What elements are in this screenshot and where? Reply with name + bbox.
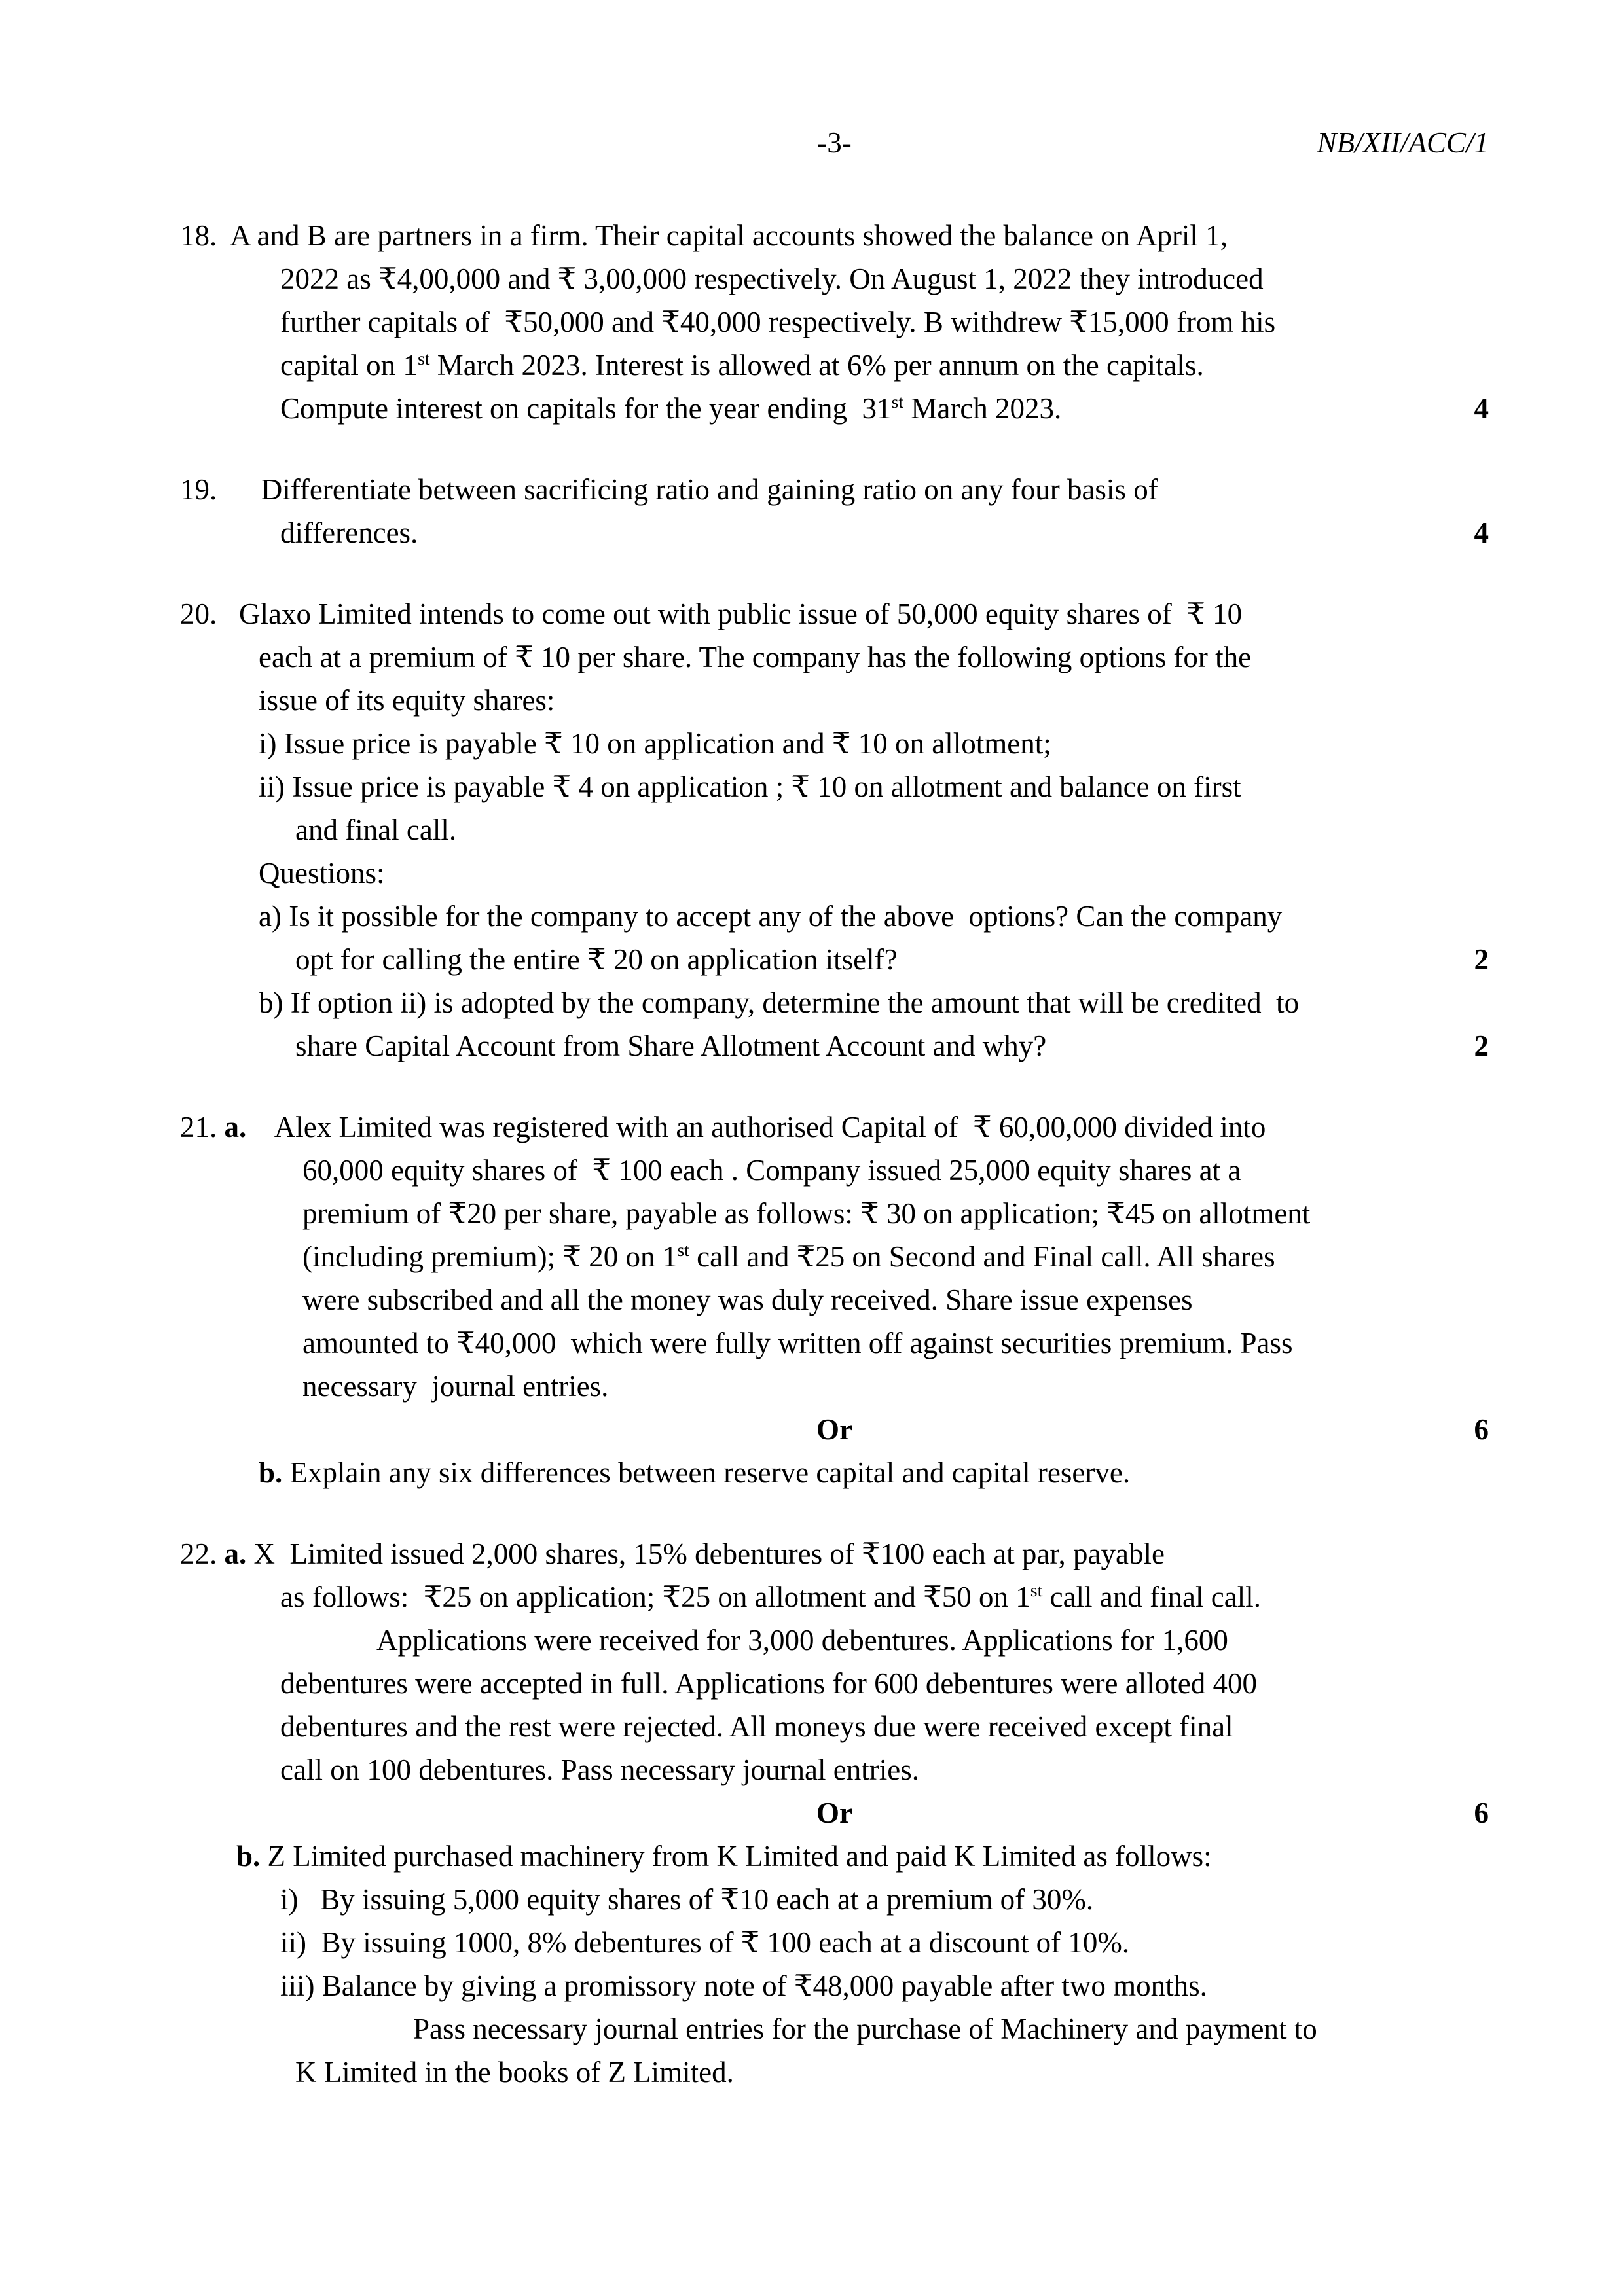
text-line	[180, 300, 1489, 344]
text-line	[180, 1235, 1489, 1278]
marks-value: 2	[1474, 1030, 1489, 1062]
text-run: call and final call.	[1042, 1581, 1261, 1613]
text-run: differences.	[280, 516, 418, 549]
text-line	[180, 257, 1489, 300]
text-run: debentures were accepted in full. Applications for 600 debentures were alloted 400	[280, 1667, 1257, 1700]
question-list	[180, 214, 1489, 2094]
text-run: Applications were received for 3,000 debentures. Applications for 1,600	[376, 1624, 1228, 1657]
page-number: -3-	[817, 126, 852, 159]
text-line	[180, 1149, 1489, 1192]
text-line	[180, 1408, 1489, 1451]
text-line	[180, 1791, 1489, 1835]
text-run: iii) Balance by giving a promissory note of ₹48,000 payable after two months.	[280, 1969, 1207, 2002]
text-line	[180, 1321, 1489, 1365]
text-line	[180, 511, 1489, 554]
text-run: call on 100 debentures. Pass necessary journal entries.	[280, 1753, 919, 1786]
text-run: Or	[816, 1797, 852, 1829]
marks-value: 4	[1474, 516, 1489, 549]
text-run: i) By issuing 5,000 equity shares of ₹10 each at a premium of 30%.	[280, 1883, 1094, 1916]
text-run: premium of ₹20 per share, payable as follows: ₹ 30 on application; ₹45 on allotment	[302, 1197, 1311, 1230]
text-run: Or	[816, 1413, 852, 1446]
marks-value: 6	[1474, 1797, 1489, 1829]
text-line	[180, 679, 1489, 722]
text-line	[180, 1532, 1489, 1575]
text-run: amounted to ₹40,000 which were fully written off against securities premium. Pass	[302, 1327, 1293, 1359]
text-line	[180, 1662, 1489, 1705]
question-19	[180, 468, 1489, 554]
text-line	[180, 765, 1489, 808]
text-line	[180, 468, 1489, 511]
marks-value: 6	[1474, 1413, 1489, 1446]
text-line	[180, 895, 1489, 938]
text-run: Alex Limited was registered with an authorised Capital of ₹ 60,00,000 divided into	[246, 1111, 1266, 1143]
text-run: K Limited in the books of Z Limited.	[295, 2056, 734, 2089]
text-line	[180, 1748, 1489, 1791]
superscript-run: st	[677, 1240, 689, 1261]
text-run: b.	[259, 1456, 283, 1489]
text-line	[180, 344, 1489, 387]
text-line	[180, 938, 1489, 981]
text-run: Z Limited purchased machinery from K Limited and paid K Limited as follows:	[260, 1840, 1212, 1873]
text-run: opt for calling the entire ₹ 20 on application itself?	[295, 943, 898, 976]
superscript-run: st	[1030, 1581, 1043, 1601]
text-line	[180, 636, 1489, 679]
text-run: debentures and the rest were rejected. All moneys due were received except final	[280, 1710, 1233, 1743]
text-run: capital on 1	[280, 349, 418, 382]
question-18	[180, 214, 1489, 430]
text-run: a.	[224, 1537, 247, 1570]
text-line	[180, 1878, 1489, 1921]
text-run: Compute interest on capitals for the year ending 31	[280, 392, 892, 425]
text-line	[180, 1964, 1489, 2007]
text-run: 21.	[180, 1111, 225, 1143]
text-line	[180, 1278, 1489, 1321]
text-run: Pass necessary journal entries for the purchase of Machinery and payment to	[413, 2013, 1317, 2045]
text-run: Questions:	[259, 857, 385, 889]
text-run: (including premium); ₹ 20 on 1	[302, 1240, 678, 1273]
text-line	[180, 1575, 1489, 1619]
marks-value: 2	[1474, 943, 1489, 976]
text-run: as follows: ₹25 on application; ₹25 on allotment and ₹50 on 1	[280, 1581, 1030, 1613]
text-run: i) Issue price is payable ₹ 10 on application and ₹ 10 on allotment;	[259, 727, 1051, 760]
text-line	[180, 1921, 1489, 1964]
marks-value: 4	[1474, 392, 1489, 425]
text-run: March 2023.	[903, 392, 1062, 425]
text-line	[180, 981, 1489, 1024]
text-line	[180, 1105, 1489, 1149]
text-run: each at a premium of ₹ 10 per share. The company has the following options for the	[259, 641, 1252, 673]
text-run: further capitals of ₹50,000 and ₹40,000 respectively. B withdrew ₹15,000 from his	[280, 306, 1276, 338]
text-run: b.	[236, 1840, 261, 1873]
text-line	[180, 1365, 1489, 1408]
text-run: X Limited issued 2,000 shares, 15% debentures of ₹100 each at par, payable	[246, 1537, 1165, 1570]
text-run: 20. Glaxo Limited intends to come out with public issue of 50,000 equity shares of ₹ 10	[180, 598, 1243, 630]
text-run: a.	[224, 1111, 247, 1143]
text-run: 2022 as ₹4,00,000 and ₹ 3,00,000 respectively. On August 1, 2022 they introduced	[280, 262, 1264, 295]
text-run: necessary journal entries.	[302, 1370, 609, 1403]
question-20	[180, 592, 1489, 1067]
page-header	[180, 121, 1489, 164]
text-run: 19. Differentiate between sacrificing ratio and gaining ratio on any four basis of	[180, 473, 1158, 506]
text-run: ii) By issuing 1000, 8% debentures of ₹ 100 each at a discount of 10%.	[280, 1926, 1130, 1959]
text-run: issue of its equity shares:	[259, 684, 555, 717]
text-line	[180, 722, 1489, 765]
question-22	[180, 1532, 1489, 2094]
text-line	[180, 2007, 1489, 2051]
text-run: b) If option ii) is adopted by the company, determine the amount that will be credited to	[259, 986, 1300, 1019]
superscript-run: st	[417, 349, 430, 369]
text-run: share Capital Account from Share Allotment Account and why?	[295, 1030, 1047, 1062]
text-run: Explain any six differences between reserve capital and capital reserve.	[282, 1456, 1131, 1489]
text-line	[180, 1835, 1489, 1878]
text-line	[180, 1024, 1489, 1067]
text-line	[180, 1192, 1489, 1235]
text-run: a) Is it possible for the company to accept any of the above options? Can the company	[259, 900, 1283, 933]
text-line	[180, 387, 1489, 430]
text-run: 22.	[180, 1537, 225, 1570]
text-line	[180, 2051, 1489, 2094]
document-code: NB/XII/ACC/1	[1317, 126, 1489, 159]
text-line	[180, 1705, 1489, 1748]
text-run: 60,000 equity shares of ₹ 100 each . Company issued 25,000 equity shares at a	[302, 1154, 1241, 1187]
text-run: were subscribed and all the money was duly received. Share issue expenses	[302, 1283, 1193, 1316]
text-run: call and ₹25 on Second and Final call. All shares	[689, 1240, 1275, 1273]
text-line	[180, 1619, 1489, 1662]
text-line	[180, 808, 1489, 852]
text-line	[180, 852, 1489, 895]
text-run: and final call.	[295, 814, 457, 846]
text-run: 18. A and B are partners in a firm. Their capital accounts showed the balance on April 1,	[180, 219, 1228, 252]
superscript-run: st	[891, 392, 904, 412]
text-run: March 2023. Interest is allowed at 6% per annum on the capitals.	[429, 349, 1204, 382]
text-run: ii) Issue price is payable ₹ 4 on application ; ₹ 10 on allotment and balance on first	[259, 770, 1241, 803]
text-line	[180, 592, 1489, 636]
text-line	[180, 214, 1489, 257]
question-21	[180, 1105, 1489, 1494]
text-line	[180, 1451, 1489, 1494]
